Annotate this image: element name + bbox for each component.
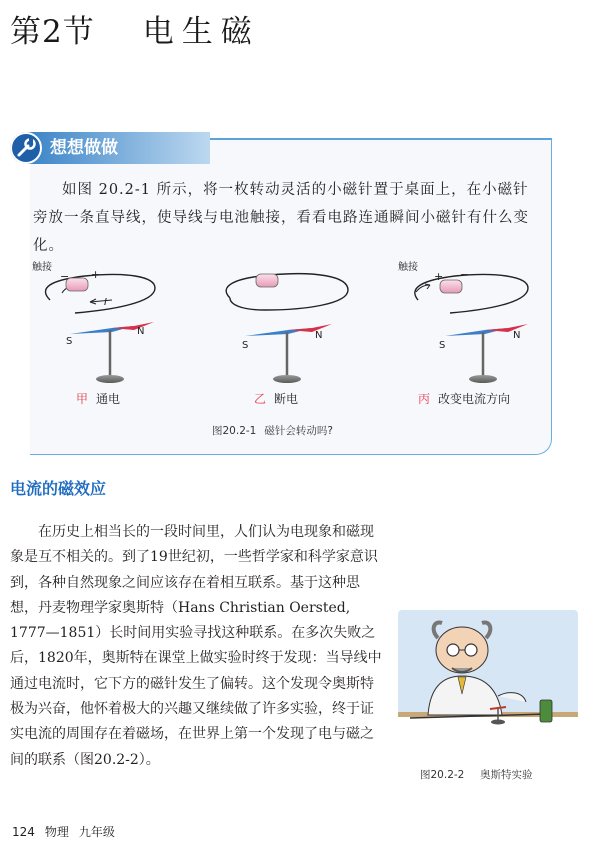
subsection-title: 电流的磁效应 <box>10 479 107 498</box>
activity-text: 如图 20.2-1 所示，将一枚转动灵活的小磁针置于桌面上，在小磁针旁放一条直导线，使导线与电池触接，看看电路连通瞬间小磁针有什么变化。 <box>33 182 529 254</box>
panel-bing-setup <box>415 275 528 384</box>
plus-sign-jia: + <box>91 268 101 281</box>
page-number: 124 <box>12 825 35 839</box>
figure2-caption-text: 奥斯特实验 <box>480 769 533 780</box>
figure2-caption-number: 图20.2-2 <box>420 769 465 780</box>
activity-title: 想想做做 <box>50 138 118 158</box>
north-label-yi: N <box>315 330 323 341</box>
battery-icon <box>440 280 462 293</box>
panel-label-jia: 甲 通电 <box>76 392 121 406</box>
section-name: 电生磁 <box>142 14 260 50</box>
oersted-experiment-illustration <box>398 590 578 780</box>
stand-base <box>469 375 497 383</box>
section-number: 第2节 <box>10 14 95 50</box>
panel-yi-setup <box>226 274 348 383</box>
stand-base <box>273 375 301 383</box>
wrench-icon <box>10 132 42 164</box>
south-label-jia: S <box>66 336 73 347</box>
current-label-jia: I <box>104 297 107 308</box>
stand-base <box>96 375 124 383</box>
south-label-bing: S <box>439 340 446 351</box>
footer-grade: 九年级 <box>78 825 115 839</box>
oersted-setup-figure <box>30 258 550 388</box>
minus-sign-bing: − <box>460 268 470 281</box>
body-paragraph: 在历史上相当长的一段时间里，人们认为电现象和磁现象是互不相关的。到了19世纪初，一些哲学家和科学家意识到，各种自然现象之间应该存在着相互联系。基于这种思想，丹麦物理学家奥斯特（Hans Christian Oersted, 1777—1851）长时间用实验寻找这种联系。在多次失败之后，1820年，奥斯特在课堂上做实验时终于发现：当导线中通过电流时，它下方的磁针发生了偏转。这个发现令奥斯特极为兴奋，他怀着极大的兴趣又继续做了许多实验，终于证实电流的周围存在着磁场，在世界上第一个发现了电与磁之间的联系（图20.2-2）。 <box>10 524 382 768</box>
touch-label-jia: 触接 <box>32 262 52 273</box>
panel-label-yi: 乙 断电 <box>254 392 299 406</box>
battery-icon <box>256 274 278 287</box>
minus-sign-jia: − <box>60 270 70 283</box>
battery-icon <box>66 278 88 291</box>
section-title <box>10 6 260 51</box>
north-label-bing: N <box>513 330 521 341</box>
south-label-yi: S <box>242 340 249 351</box>
footer-subject: 物理 <box>44 825 69 839</box>
page-footer <box>12 823 125 840</box>
figure1-caption: 图20.2-1 磁针会转动吗? <box>212 425 333 437</box>
battery-icon <box>540 700 552 722</box>
panel-label-bing: 丙 改变电流方向 <box>418 392 511 406</box>
north-label-jia: N <box>137 326 145 337</box>
plus-sign-bing: + <box>434 270 444 283</box>
touch-label-bing: 触接 <box>398 262 418 273</box>
